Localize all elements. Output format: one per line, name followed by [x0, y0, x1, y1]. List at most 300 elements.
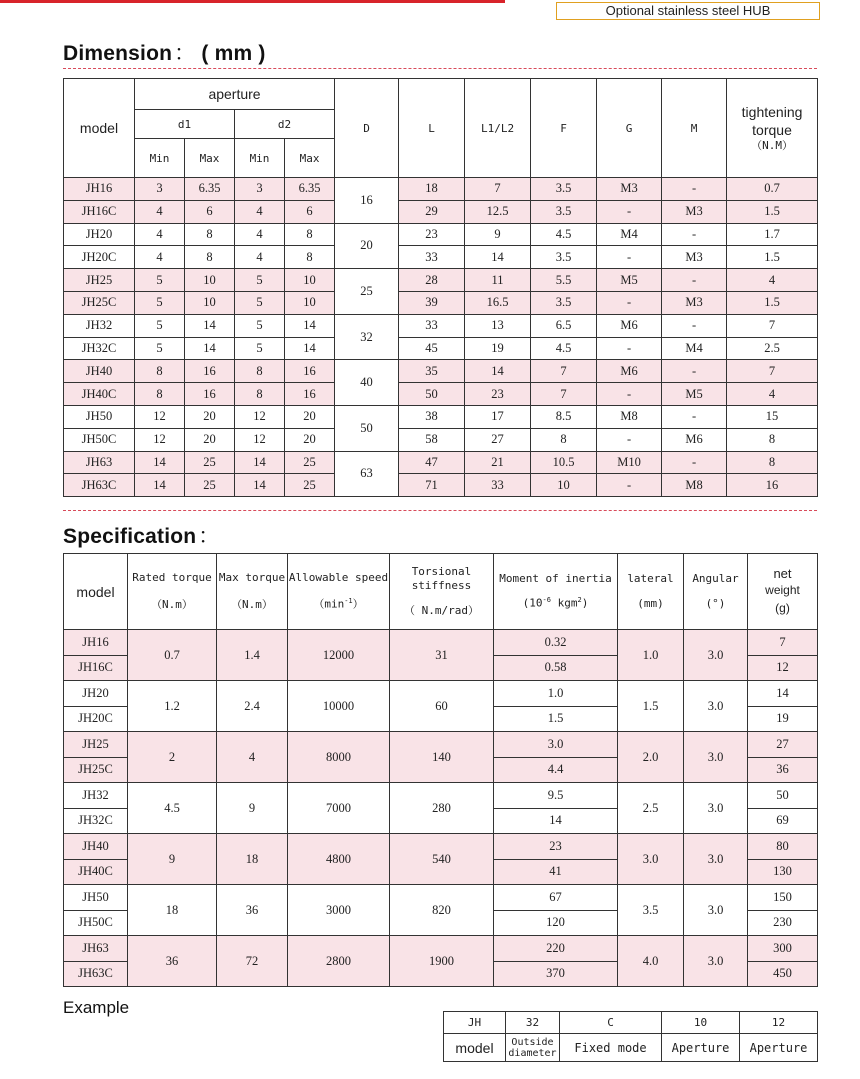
cell-G: -	[597, 428, 662, 451]
cell-d1-min: 3	[135, 178, 185, 201]
cell-d1-max: 10	[185, 269, 235, 292]
cell-allowable-speed: 2800	[288, 936, 390, 987]
cell-d2-min: 5	[235, 291, 285, 314]
cell-torque: 16	[727, 474, 818, 497]
header-tightening-torque	[727, 79, 818, 178]
spec-header-angular-unit: (°)	[705, 596, 726, 610]
cell-d2-min: 4	[235, 200, 285, 223]
cell-torque: 1.5	[727, 291, 818, 314]
cell-model: JH40C	[64, 859, 128, 885]
cell-G: -	[597, 291, 662, 314]
spec-header-inertia-label: Moment of inertia	[499, 571, 612, 585]
cell-rated-torque: 36	[128, 936, 217, 987]
cell-allowable-speed: 12000	[288, 630, 390, 681]
cell-d1-max: 25	[185, 451, 235, 474]
header-torque-unit: （N.M）	[751, 139, 793, 153]
cell-d2-min: 8	[235, 383, 285, 406]
cell-L: 23	[399, 223, 465, 246]
cell-d1-min: 14	[135, 474, 185, 497]
cell-M: -	[662, 405, 727, 428]
specification-title-colon: ：	[198, 525, 220, 548]
cell-L1L2: 9	[465, 223, 531, 246]
cell-angular: 3.0	[684, 936, 748, 987]
cell-d1-min: 8	[135, 383, 185, 406]
cell-d2-max: 8	[285, 246, 335, 269]
cell-F: 3.5	[531, 200, 597, 223]
cell-L1L2: 14	[465, 360, 531, 383]
cell-d1-min: 4	[135, 223, 185, 246]
table-row	[64, 291, 818, 314]
header-G: G	[597, 79, 662, 178]
cell-model: JH16	[64, 178, 135, 201]
cell-inertia: 120	[494, 910, 618, 936]
cell-model: JH50	[64, 405, 135, 428]
cell-torque: 4	[727, 383, 818, 406]
cell-model: JH25C	[64, 291, 135, 314]
cell-F: 5.5	[531, 269, 597, 292]
cell-d2-min: 8	[235, 360, 285, 383]
cell-angular: 3.0	[684, 630, 748, 681]
cell-M: -	[662, 223, 727, 246]
spec-header-weight-line2: weight	[765, 582, 800, 597]
cell-torque: 1.5	[727, 200, 818, 223]
table-row	[64, 314, 818, 337]
cell-inertia: 370	[494, 961, 618, 987]
inertia-unit-mid: kgm	[550, 596, 578, 610]
spec-header-rated	[128, 554, 217, 630]
cell-d1-min: 5	[135, 291, 185, 314]
cell-G: M4	[597, 223, 662, 246]
cell-max-torque: 9	[217, 783, 288, 834]
cell-d1-max: 8	[185, 223, 235, 246]
cell-model: JH16	[64, 630, 128, 656]
cell-inertia: 9.5	[494, 783, 618, 809]
cell-max-torque: 4	[217, 732, 288, 783]
cell-model: JH40	[64, 360, 135, 383]
cell-max-torque: 18	[217, 834, 288, 885]
example-code-aperture1: 10	[662, 1012, 740, 1034]
cell-L: 33	[399, 314, 465, 337]
cell-torque: 1.5	[727, 246, 818, 269]
cell-torque: 1.7	[727, 223, 818, 246]
table-row	[64, 200, 818, 223]
cell-F: 8	[531, 428, 597, 451]
stainless-hub-badge: Optional stainless steel HUB	[556, 2, 820, 20]
cell-rated-torque: 9	[128, 834, 217, 885]
header-torque-line2: torque	[752, 121, 792, 138]
cell-G: M6	[597, 314, 662, 337]
cell-M: -	[662, 360, 727, 383]
cell-inertia: 1.5	[494, 706, 618, 732]
inertia-unit-sup1: -6	[542, 596, 551, 605]
cell-lateral: 1.5	[618, 681, 684, 732]
header-L1L2: L1/L2	[465, 79, 531, 178]
table-row	[64, 405, 818, 428]
cell-weight: 80	[748, 834, 818, 860]
cell-angular: 3.0	[684, 834, 748, 885]
cell-D: 25	[335, 269, 399, 315]
cell-model: JH50	[64, 885, 128, 911]
cell-d2-max: 10	[285, 269, 335, 292]
specification-divider	[63, 510, 817, 511]
header-D: D	[335, 79, 399, 178]
cell-G: -	[597, 200, 662, 223]
cell-d2-max: 16	[285, 383, 335, 406]
cell-d2-max: 25	[285, 451, 335, 474]
cell-d1-min: 5	[135, 269, 185, 292]
cell-F: 3.5	[531, 291, 597, 314]
table-row	[64, 936, 818, 962]
cell-model: JH25	[64, 269, 135, 292]
cell-weight: 50	[748, 783, 818, 809]
cell-d1-min: 5	[135, 337, 185, 360]
cell-torque: 4	[727, 269, 818, 292]
cell-M: -	[662, 178, 727, 201]
cell-d1-max: 25	[185, 474, 235, 497]
cell-model: JH63	[64, 451, 135, 474]
example-desc-row	[444, 1034, 818, 1062]
cell-weight: 450	[748, 961, 818, 987]
cell-d1-min: 12	[135, 405, 185, 428]
cell-D: 63	[335, 451, 399, 497]
cell-inertia: 0.58	[494, 655, 618, 681]
cell-d2-max: 14	[285, 337, 335, 360]
cell-G: -	[597, 383, 662, 406]
table-row	[64, 732, 818, 758]
cell-rated-torque: 2	[128, 732, 217, 783]
cell-G: M5	[597, 269, 662, 292]
cell-G: -	[597, 474, 662, 497]
example-desc-mode: Fixed mode	[560, 1034, 662, 1062]
cell-torque: 7	[727, 314, 818, 337]
cell-L1L2: 13	[465, 314, 531, 337]
cell-lateral: 3.0	[618, 834, 684, 885]
cell-max-torque: 72	[217, 936, 288, 987]
cell-angular: 3.0	[684, 783, 748, 834]
example-code-diameter: 32	[506, 1012, 560, 1034]
cell-d2-max: 10	[285, 291, 335, 314]
spec-header-weight	[748, 554, 818, 630]
cell-model: JH40C	[64, 383, 135, 406]
cell-max-torque: 2.4	[217, 681, 288, 732]
cell-model: JH25C	[64, 757, 128, 783]
cell-lateral: 2.0	[618, 732, 684, 783]
spec-header-inertia-unit	[494, 596, 617, 611]
cell-F: 7	[531, 360, 597, 383]
cell-torque: 15	[727, 405, 818, 428]
dimension-title	[63, 37, 266, 67]
cell-model: JH50C	[64, 428, 135, 451]
cell-model: JH20	[64, 223, 135, 246]
cell-F: 6.5	[531, 314, 597, 337]
cell-weight: 14	[748, 681, 818, 707]
cell-L: 45	[399, 337, 465, 360]
dimension-unit: ( mm )	[201, 42, 266, 65]
cell-L: 28	[399, 269, 465, 292]
specification-title	[63, 520, 220, 550]
cell-weight: 12	[748, 655, 818, 681]
cell-F: 3.5	[531, 246, 597, 269]
specification-title-text: Specification	[63, 525, 197, 548]
specification-header-row	[64, 554, 818, 630]
spec-header-model: model	[64, 554, 128, 630]
cell-rated-torque: 4.5	[128, 783, 217, 834]
example-table	[443, 1011, 818, 1062]
dimension-title-text: Dimension	[63, 42, 173, 65]
spec-header-weight-line1: net	[773, 565, 792, 581]
cell-weight: 7	[748, 630, 818, 656]
inertia-unit-sup2: 2	[577, 596, 582, 605]
cell-model: JH32	[64, 314, 135, 337]
speed-unit-sup: -1	[344, 597, 353, 606]
cell-d1-max: 20	[185, 405, 235, 428]
spec-header-speed	[288, 554, 390, 630]
cell-L1L2: 7	[465, 178, 531, 201]
header-F: F	[531, 79, 597, 178]
header-model: model	[64, 79, 135, 178]
header-d2-min: Min	[235, 139, 285, 178]
cell-allowable-speed: 3000	[288, 885, 390, 936]
cell-rated-torque: 0.7	[128, 630, 217, 681]
cell-weight: 69	[748, 808, 818, 834]
table-row	[64, 681, 818, 707]
header-torque-line1: tightening	[741, 103, 803, 120]
cell-L: 35	[399, 360, 465, 383]
table-row	[64, 337, 818, 360]
cell-F: 10.5	[531, 451, 597, 474]
cell-D: 16	[335, 178, 399, 224]
table-row	[64, 383, 818, 406]
cell-weight: 130	[748, 859, 818, 885]
example-label: Example	[63, 998, 130, 1017]
cell-d1-min: 14	[135, 451, 185, 474]
cell-weight: 150	[748, 885, 818, 911]
table-row	[64, 178, 818, 201]
cell-M: M5	[662, 383, 727, 406]
cell-d1-max: 8	[185, 246, 235, 269]
cell-d2-max: 20	[285, 428, 335, 451]
cell-L: 58	[399, 428, 465, 451]
example-code-aperture2: 12	[740, 1012, 818, 1034]
cell-F: 8.5	[531, 405, 597, 428]
cell-L1L2: 23	[465, 383, 531, 406]
cell-L1L2: 12.5	[465, 200, 531, 223]
dimension-table	[63, 78, 818, 497]
cell-F: 4.5	[531, 223, 597, 246]
cell-D: 50	[335, 405, 399, 451]
cell-F: 10	[531, 474, 597, 497]
table-row	[64, 451, 818, 474]
cell-G: M6	[597, 360, 662, 383]
spec-header-max-label: Max torque	[218, 571, 286, 585]
cell-L: 47	[399, 451, 465, 474]
cell-lateral: 1.0	[618, 630, 684, 681]
specification-table-body	[64, 630, 818, 987]
cell-L: 39	[399, 291, 465, 314]
cell-weight: 300	[748, 936, 818, 962]
cell-model: JH20C	[64, 246, 135, 269]
cell-d1-max: 16	[185, 360, 235, 383]
cell-inertia: 220	[494, 936, 618, 962]
cell-G: M8	[597, 405, 662, 428]
cell-F: 4.5	[531, 337, 597, 360]
cell-inertia: 4.4	[494, 757, 618, 783]
cell-L: 38	[399, 405, 465, 428]
cell-model: JH16C	[64, 655, 128, 681]
header-d2: d2	[235, 110, 335, 139]
cell-lateral: 4.0	[618, 936, 684, 987]
cell-L: 50	[399, 383, 465, 406]
cell-allowable-speed: 8000	[288, 732, 390, 783]
cell-L: 33	[399, 246, 465, 269]
cell-d2-min: 14	[235, 474, 285, 497]
cell-d1-min: 4	[135, 200, 185, 223]
spec-header-inertia	[494, 554, 618, 630]
spec-header-lateral	[618, 554, 684, 630]
cell-F: 7	[531, 383, 597, 406]
example-code-series: JH	[444, 1012, 506, 1034]
spec-header-speed-label: Allowable speed	[288, 570, 389, 584]
top-accent-bar	[0, 0, 505, 3]
cell-angular: 3.0	[684, 732, 748, 783]
cell-d2-max: 6.35	[285, 178, 335, 201]
cell-torsional-stiffness: 540	[390, 834, 494, 885]
cell-d2-min: 5	[235, 269, 285, 292]
cell-L1L2: 27	[465, 428, 531, 451]
cell-d2-min: 3	[235, 178, 285, 201]
cell-weight: 27	[748, 732, 818, 758]
inertia-unit-pre: (10	[522, 596, 543, 610]
cell-d1-max: 6	[185, 200, 235, 223]
cell-d1-min: 8	[135, 360, 185, 383]
cell-allowable-speed: 10000	[288, 681, 390, 732]
example-model-label: model	[444, 1034, 506, 1062]
cell-L1L2: 21	[465, 451, 531, 474]
table-row	[64, 834, 818, 860]
table-row	[64, 783, 818, 809]
cell-d2-min: 5	[235, 314, 285, 337]
cell-L: 29	[399, 200, 465, 223]
cell-d2-max: 25	[285, 474, 335, 497]
speed-unit-pre: （min	[313, 597, 345, 611]
header-M: M	[662, 79, 727, 178]
cell-d1-max: 20	[185, 428, 235, 451]
cell-d2-min: 5	[235, 337, 285, 360]
dimension-title-colon: ：	[174, 42, 196, 65]
cell-d1-max: 14	[185, 337, 235, 360]
cell-D: 20	[335, 223, 399, 269]
cell-M: M3	[662, 291, 727, 314]
table-row	[64, 428, 818, 451]
cell-rated-torque: 1.2	[128, 681, 217, 732]
table-row	[64, 360, 818, 383]
example-code-mode: C	[560, 1012, 662, 1034]
table-row	[64, 246, 818, 269]
cell-weight: 230	[748, 910, 818, 936]
cell-d2-min: 12	[235, 405, 285, 428]
cell-model: JH63	[64, 936, 128, 962]
cell-d2-max: 6	[285, 200, 335, 223]
cell-D: 40	[335, 360, 399, 406]
example-desc-aperture1: Aperture	[662, 1034, 740, 1062]
cell-D: 32	[335, 314, 399, 360]
cell-torque: 2.5	[727, 337, 818, 360]
cell-L1L2: 16.5	[465, 291, 531, 314]
header-d1: d1	[135, 110, 235, 139]
cell-torsional-stiffness: 140	[390, 732, 494, 783]
cell-torsional-stiffness: 280	[390, 783, 494, 834]
cell-M: M4	[662, 337, 727, 360]
cell-L1L2: 11	[465, 269, 531, 292]
cell-model: JH20C	[64, 706, 128, 732]
cell-torque: 8	[727, 428, 818, 451]
cell-model: JH40	[64, 834, 128, 860]
cell-rated-torque: 18	[128, 885, 217, 936]
cell-F: 3.5	[531, 178, 597, 201]
dimension-header-row-1	[64, 79, 818, 110]
header-aperture: aperture	[135, 79, 335, 110]
cell-inertia: 23	[494, 834, 618, 860]
cell-torque: 7	[727, 360, 818, 383]
cell-M: M6	[662, 428, 727, 451]
cell-G: -	[597, 337, 662, 360]
cell-inertia: 67	[494, 885, 618, 911]
spec-header-lateral-unit: (mm)	[637, 596, 664, 610]
spec-header-weight-unit: (g)	[775, 601, 790, 616]
cell-M: M3	[662, 246, 727, 269]
cell-d1-max: 6.35	[185, 178, 235, 201]
cell-L1L2: 33	[465, 474, 531, 497]
cell-d2-min: 14	[235, 451, 285, 474]
spec-header-lateral-label: lateral	[627, 572, 674, 586]
cell-torque: 8	[727, 451, 818, 474]
spec-header-max-unit: （N.m）	[231, 597, 273, 611]
cell-model: JH32C	[64, 337, 135, 360]
cell-L1L2: 17	[465, 405, 531, 428]
inertia-unit-post: )	[581, 596, 589, 610]
table-row	[64, 269, 818, 292]
example-desc-aperture2: Aperture	[740, 1034, 818, 1062]
cell-weight: 19	[748, 706, 818, 732]
cell-d1-min: 5	[135, 314, 185, 337]
spec-header-torsional-line1: Torsional	[411, 565, 472, 579]
cell-inertia: 0.32	[494, 630, 618, 656]
cell-L: 18	[399, 178, 465, 201]
example-code-row	[444, 1012, 818, 1034]
cell-d2-max: 20	[285, 405, 335, 428]
cell-d1-min: 12	[135, 428, 185, 451]
cell-weight: 36	[748, 757, 818, 783]
cell-L: 71	[399, 474, 465, 497]
header-L: L	[399, 79, 465, 178]
cell-d2-min: 4	[235, 246, 285, 269]
table-row	[64, 474, 818, 497]
example-desc-diameter: Outside diameter	[506, 1034, 560, 1062]
cell-model: JH63C	[64, 474, 135, 497]
cell-allowable-speed: 7000	[288, 783, 390, 834]
cell-max-torque: 1.4	[217, 630, 288, 681]
dimension-table-body	[64, 178, 818, 497]
cell-G: M10	[597, 451, 662, 474]
cell-inertia: 1.0	[494, 681, 618, 707]
table-row	[64, 223, 818, 246]
cell-d1-min: 4	[135, 246, 185, 269]
cell-torque: 0.7	[727, 178, 818, 201]
header-d1-min: Min	[135, 139, 185, 178]
speed-unit-post: ）	[352, 597, 364, 611]
cell-d2-max: 16	[285, 360, 335, 383]
cell-G: M3	[597, 178, 662, 201]
